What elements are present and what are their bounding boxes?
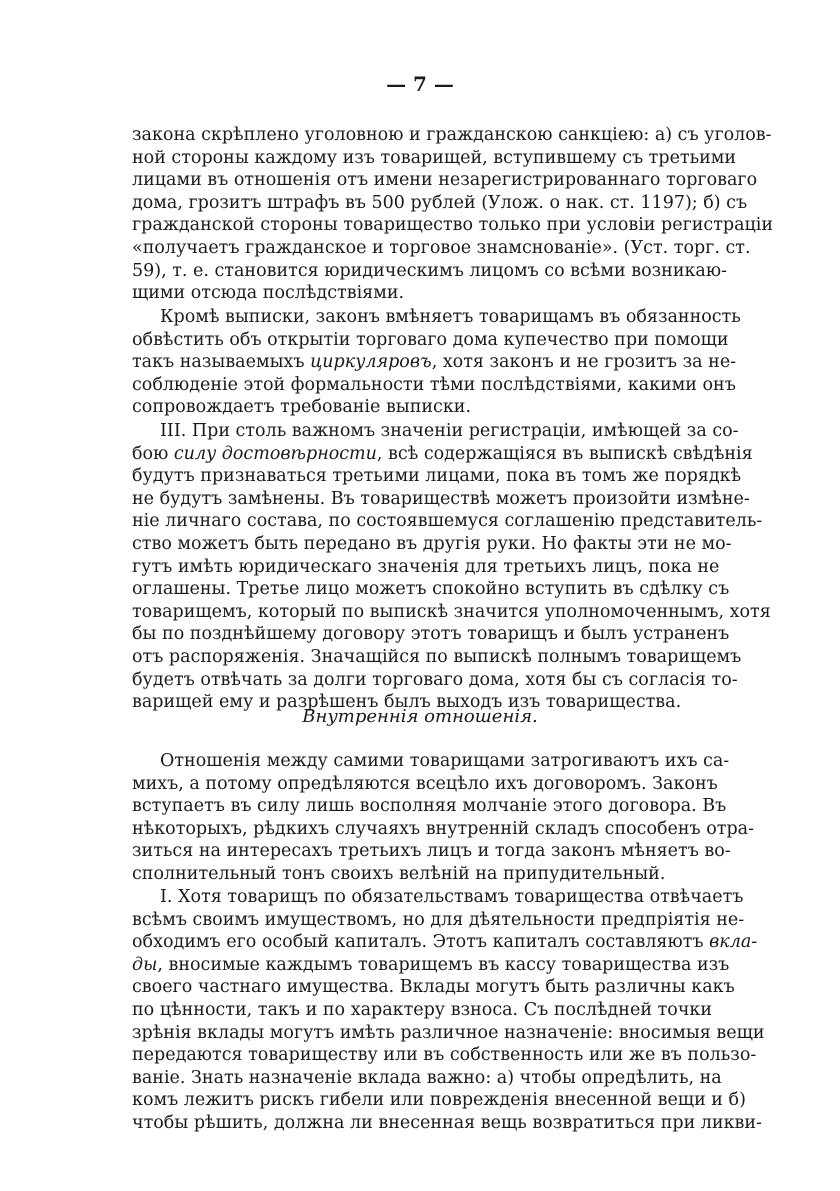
text-line: дома, грозитъ штрафъ въ 500 рублей (Улож. о нак. ст. 1197); б) съ	[132, 192, 748, 213]
text-line: Кромѣ выписки, законъ вмѣняетъ товарищамъ въ обязанность	[160, 307, 741, 327]
text-line: сопровождаетъ требованіе выписки.	[132, 397, 472, 418]
emphasis-term: вкла-	[709, 932, 758, 953]
text-line: лицами въ отношенія отъ имени незарегистрированнаго торговаго	[132, 170, 758, 191]
text-line: будетъ отвѣчать за долги торговаго дома, хотя бы съ согласія то-	[132, 669, 738, 690]
text-line: по цѣнности, такъ и по характеру взноса. Съ послѣдней точки	[132, 999, 712, 1020]
text-line: вступаетъ въ силу лишь восполняя молчаніе этого договора. Въ	[132, 796, 727, 817]
text-line: михъ, а потому опредѣляются всецѣло ихъ договоромъ. Законъ	[132, 773, 718, 794]
text-line: передаются товариществу или въ собственность или же въ пользо-	[132, 1045, 757, 1066]
emphasis-term: циркуляровъ	[310, 352, 432, 373]
text-line: своего частнаго имущества. Вклады могутъ быть различны какъ	[132, 977, 735, 998]
text-run: такъ называемыхъ	[132, 352, 311, 373]
text-line: зрѣнія вклады могутъ имѣть различное назначеніе: вносимыя вещи	[132, 1022, 765, 1043]
text-line: гражданской стороны товарищество только при условіи регистраціи	[132, 215, 774, 236]
text-line: не будутъ замѣнены. Въ товариществѣ можетъ произойти измѣне-	[132, 488, 750, 509]
text-line: ніе личнаго состава, по состоявшемуся соглашенію представитель-	[132, 511, 763, 532]
text-line: обвѣстить объ открытіи торговаго дома купечество при помощи	[132, 329, 729, 350]
text-line: всѣмъ своимъ имуществомъ, но для дѣятельности предпріятія не-	[132, 909, 745, 930]
paragraph-section-I-contributions	[132, 886, 765, 1135]
paragraph-internal-relations	[132, 750, 755, 886]
paragraph-section-III	[132, 420, 771, 714]
text-line: ваніе. Знать назначеніе вклада важно: а) чтобы опредѣлить, на	[132, 1067, 722, 1088]
text-line: отъ распоряженія. Значащійся по выпискѣ полнымъ товарищемъ	[132, 646, 742, 667]
text-run: , хотя законъ и не грозитъ за не-	[431, 352, 737, 373]
paragraph-registration-sanction	[132, 124, 774, 305]
text-line	[132, 931, 758, 954]
text-line: III. При столь важномъ значеніи регистраціи, имѣющей за со-	[160, 421, 739, 441]
emphasis-term: ды	[132, 954, 158, 975]
text-line: комъ лежитъ рискъ гибели или поврежденія внесенной вещи и б)	[132, 1090, 746, 1111]
text-run: обходимъ его особый капиталъ. Этотъ капиталъ составляютъ	[132, 932, 710, 953]
text-line: ство можетъ быть передано въ другія руки. Но факты эти не мо-	[132, 533, 732, 554]
text-line: щими отсюда послѣдствіями.	[132, 283, 405, 304]
text-line: бы по позднѣйшему договору этотъ товарищъ и былъ устраненъ	[132, 624, 730, 645]
paragraph-circulars	[132, 306, 741, 419]
text-line: будутъ признаваться третьими лицами, пока въ томъ же порядкѣ	[132, 466, 742, 487]
text-line: нѣкоторыхъ, рѣдкихъ случаяхъ внутренній складъ способенъ отра-	[132, 818, 755, 839]
text-line: «получаетъ гражданское и торговое знамснованіе». (Уст. торг. ст.	[132, 237, 751, 258]
text-line: сполнительный тонъ своихъ велѣній на припудительный.	[132, 863, 666, 884]
text-line: зиться на интересахъ третьихъ лицъ и тогда законъ мѣняетъ во-	[132, 841, 731, 862]
text-line: ной стороны каждому изъ товарищей, вступившему съ третьими	[132, 147, 737, 168]
text-line: закона скрѣплено уголовною и гражданскою санкціею: а) съ уголов-	[132, 125, 772, 145]
text-line	[132, 443, 753, 466]
text-line: 59), т. е. становится юридическимъ лицомъ со всѣми возникаю-	[132, 260, 728, 281]
text-line	[132, 351, 737, 374]
text-line: оглашены. Третье лицо можетъ спокойно вступить въ сдѣлку съ	[132, 579, 730, 600]
text-line: соблюденіе этой формальности тѣми послѣдствіями, какими онъ	[132, 374, 736, 395]
text-line: Отношенія между самими товарищами затрогиваютъ ихъ са-	[160, 751, 730, 771]
text-line: варищей ему и разрѣшенъ былъ выходъ изъ товарищества.	[132, 692, 682, 713]
text-line	[132, 954, 730, 977]
emphasis-term: силу достовѣрности	[173, 443, 377, 464]
text-run: , всѣ содержащіяся въ выпискѣ свѣдѣнія	[376, 443, 753, 464]
text-line: гутъ имѣть юридическаго значенія для третьихъ лицъ, пока не	[132, 556, 720, 577]
text-line: I. Хотя товарищъ по обязательствамъ товарищества отвѣчаетъ	[160, 887, 744, 907]
text-run: бою	[132, 443, 174, 464]
section-heading: Внутреннія отношенія.	[302, 706, 538, 727]
text-line: товарищемъ, который по выпискѣ значится уполномоченнымъ, хотя	[132, 601, 771, 622]
text-line: чтобы рѣшить, должна ли внесенная вещь возвратиться при ликви-	[132, 1112, 762, 1133]
page-number: — 7 —	[386, 72, 454, 96]
text-run: , вносимые каждымъ товарищемъ въ кассу товарищества изъ	[157, 954, 730, 975]
